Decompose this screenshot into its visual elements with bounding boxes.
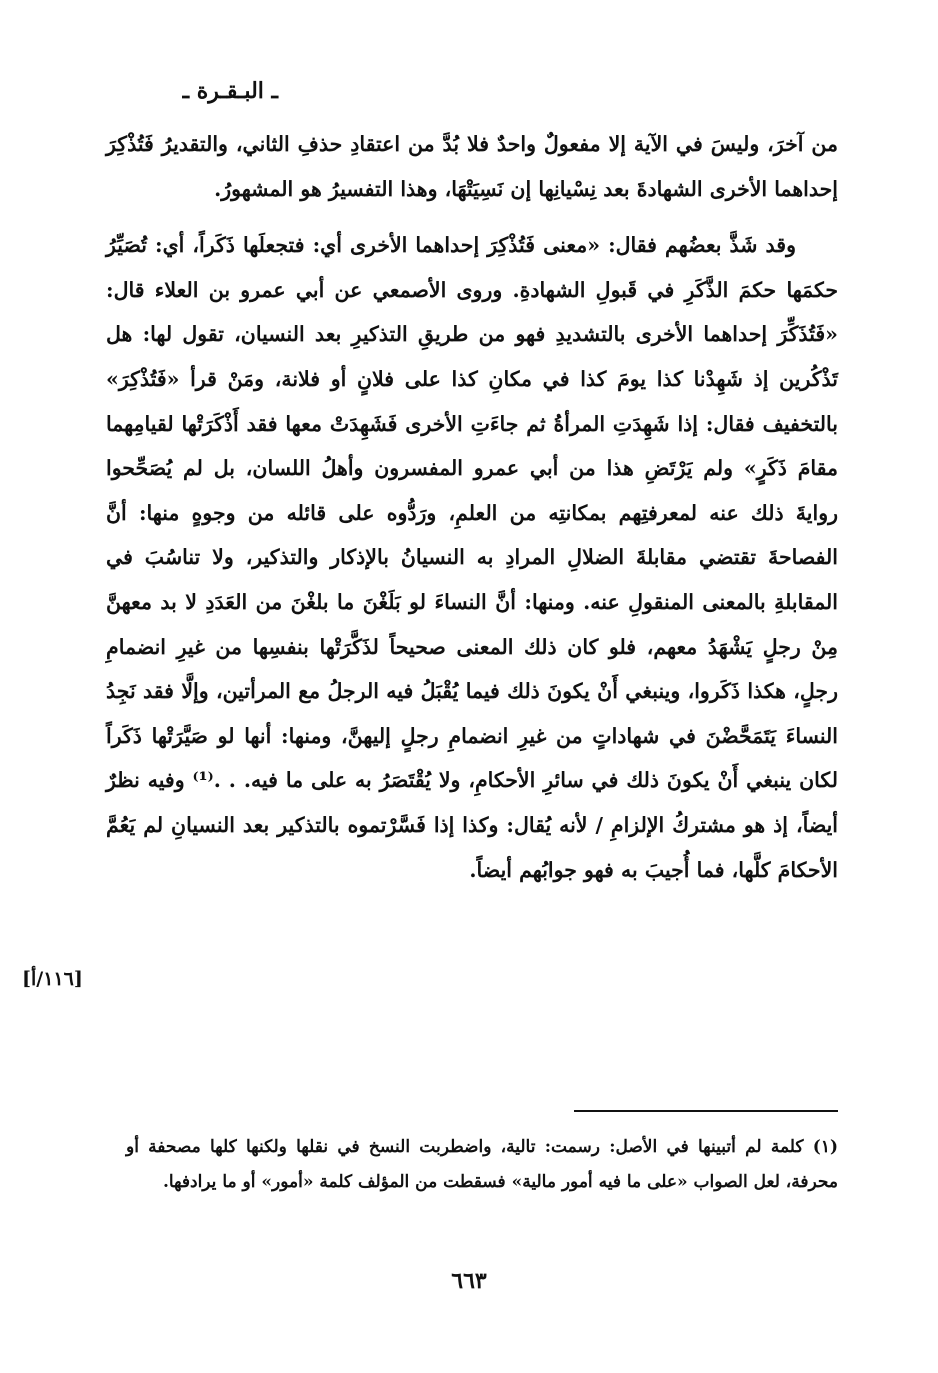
footnote: (١) كلمة لم أتبينها في الأصل: رسمت: تالية، واضطربت النسخ في نقلها ولكنها كلها مصحفة أو محرفة، لعل الصواب «على ما فيه أمور مالية» فسقطت من المؤلف كلمة «أمور» أو ما يرادفها. bbox=[126, 1137, 838, 1192]
main-text bbox=[106, 122, 838, 892]
manuscript-folio-marker: [١١٦/أ] bbox=[22, 968, 83, 990]
page-number: ٦٦٣ bbox=[451, 1268, 487, 1294]
paragraph: من آخرَ، وليسَ في الآية إلا مفعولٌ واحدٌ فلا بُدَّ من اعتقادِ حذفِ الثاني، والتقديرُ فَتُذْكِرَ إحداهما الأخرى الشهادةَ بعد نِسْيانِها إن نَسِيَتْهَا، وهذا التفسيرُ هو المشهورُ. bbox=[106, 132, 838, 201]
footnotes bbox=[126, 1130, 838, 1200]
paragraph: وقد شَذَّ بعضُهم فقال: «معنى فَتُذْكِرَ إحداهما الأخرى أي: فتجعلَها ذَكَراً، أي: تُصَيِّرُ حكمَها حكمَ الذَّكَرِ في قَبولِ الشهادةِ. وروى الأصمعي عن أبي عمرو بن العلاء قال: «فَتُذَكِّرَ إحداهما الأخرى بالتشديدِ فهو من طريقِ التذكيرِ بعد النسيان، تقول لها: هل تَذْكُرين إذ شَهِدْنا كذا يومَ كذا في مكانِ كذا على فلانٍ أو فلانة، ومَنْ قرأ «فَتُذْكِرَ» بالتخفيف فقال: إذا شَهِدَتِ المرأةُ ثم جاءَتِ الأخرى فَشَهِدَتْ معها فقد أَذْكَرَتْها لقيامِهما مقامَ ذَكَرٍ» ولم يَرْتَضِ هذا من أبي عمرو المفسرون وأهلُ اللسان، بل لم يُصَحِّحوا روايةَ ذلك عنه لمعرفتِهم بمكانتِه من العلمِ، ورَدُّوه على قائله من وجوهٍ منها: أنَّ الفصاحةَ تقتضي مقابلةَ الضلالِ المرادِ به النسيانُ بالإذكار والتذكير، ولا تناسُبَ في المقابلةِ بالمعنى المنقولِ عنه. ومنها: أنَّ النساءَ لو بَلَغْنَ ما بلغْنَ من العَدَدِ لا بد معهنَّ مِنْ رجلٍ يَشْهَدُ معهم، فلو كان ذلك المعنى صحيحاً لذَكَّرَتْها بنفسِها من غيرِ انضمامِ رجلٍ، هكذا ذَكَروا، وينبغي أَنْ يكونَ ذلك فيما يُقْبَلُ فيه الرجلُ مع المرأتين، وإلَّا فقد نَجِدُ النساءَ يَتَمَحَّضْنَ في شهاداتٍ من غيرِ انضمامِ رجلٍ إليهنَّ، ومنها: أنها لو صَيَّرَتْها ذَكَراً لكان ينبغي أَنْ يكونَ ذلك في سائرِ الأحكامِ، ولا يُقْتَصَرُ به على ما فيه. . .⁽¹⁾ وفيه نظرٌ أيضاً، إذ هو مشتركُ الإلزامِ / لأنه يُقال: وكذا إذا فَسَّرْتموه بالتذكير بعد النسيانِ لم يَعُمَّ الأحكامَ كلَّها، فما أُجيبَ به فهو جوابُهم أيضاً. bbox=[106, 233, 838, 882]
footnote-divider bbox=[574, 1110, 838, 1112]
running-header: ـ البـقـرة ـ bbox=[182, 78, 278, 104]
